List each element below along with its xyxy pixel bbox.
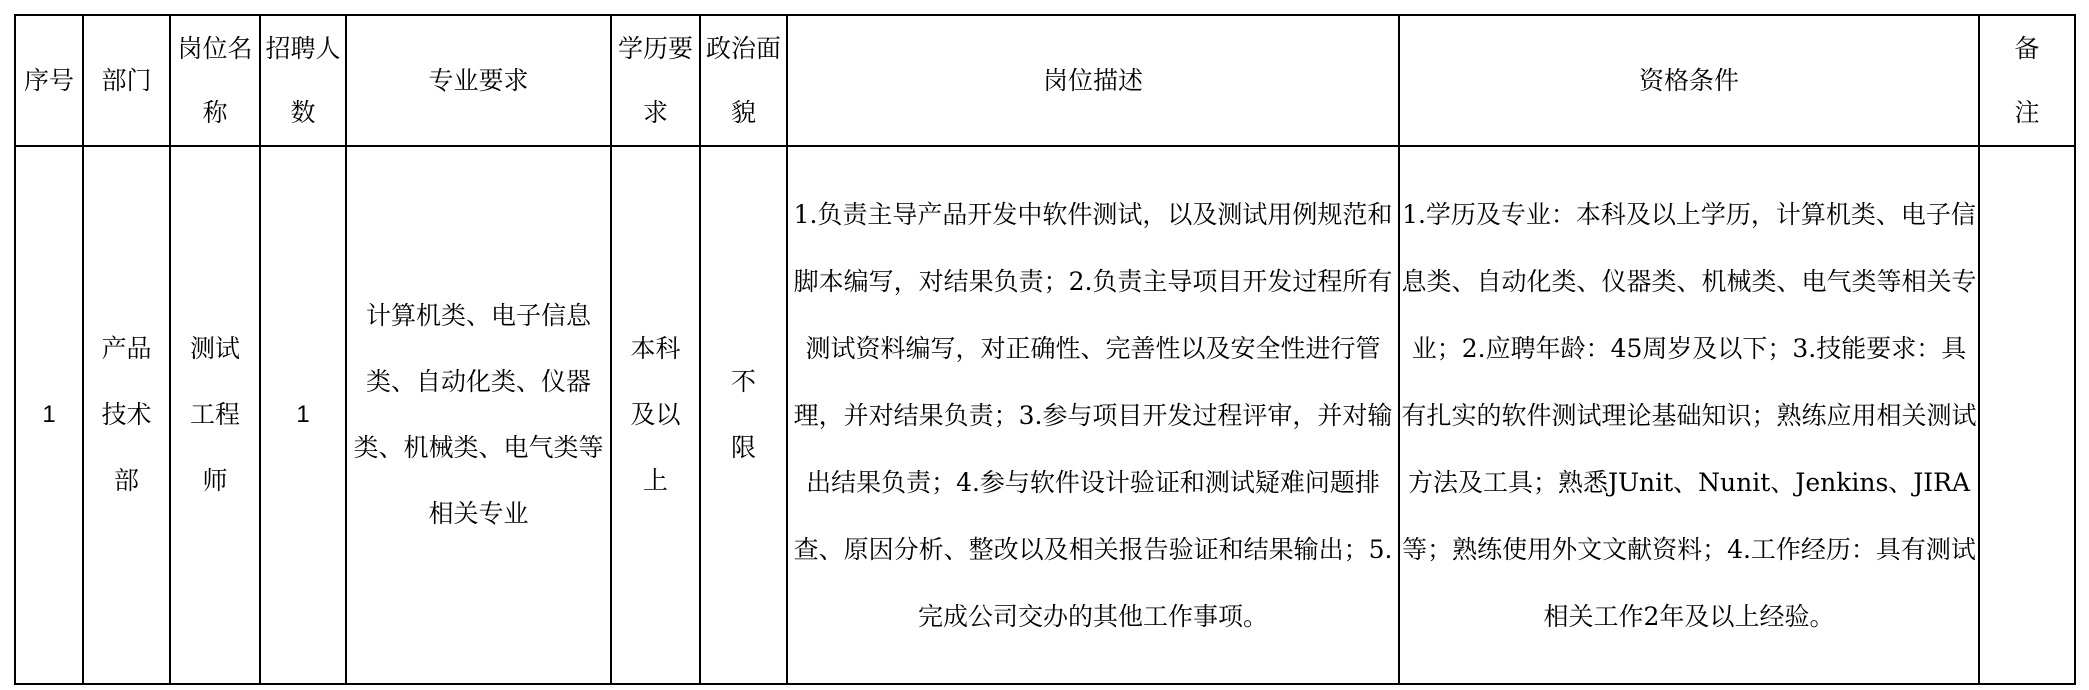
cell-remarks bbox=[1979, 146, 2075, 684]
header-count: 招聘人数 bbox=[260, 15, 346, 146]
qualification-text: 1.学历及专业：本科及以上学历，计算机类、电子信息类、自动化类、仪器类、机械类、电气类等相关专业；2.应聘年龄：45周岁及以下；3.技能要求：具有扎实的软件测试理论基础知识；熟练应用相关测试方法及工具；熟悉JUnit、Nunit、Jenkins、JIRA等；熟练使用外文文献资料；4.工作经历：具有测试相关工作2年及以上经验。 bbox=[1401, 199, 1977, 631]
description-text: 1.负责主导产品开发中软件测试，以及测试用例规范和脚本编写，对结果负责；2.负责主导项目开发过程所有测试资料编写，对正确性、完善性以及安全性进行管理，并对结果负责；3.参与项目开发过程评审，并对输出结果负责；4.参与软件设计验证和测试疑难问题排查、原因分析、整改以及相关报告验证和结果输出；5.完成公司交办的其他工作事项。 bbox=[793, 199, 1393, 631]
header-political: 政治面貌 bbox=[700, 15, 787, 146]
table-header-row bbox=[15, 15, 2075, 146]
table-row bbox=[15, 146, 2075, 684]
header-remarks: 备注 bbox=[1979, 15, 2075, 146]
cell-count: 1 bbox=[260, 146, 346, 684]
cell-qualification bbox=[1399, 146, 1979, 684]
cell-education: 本科及以上 bbox=[611, 146, 700, 684]
cell-description bbox=[787, 146, 1399, 684]
header-index: 序号 bbox=[15, 15, 83, 146]
recruitment-table bbox=[14, 14, 2076, 685]
header-education: 学历要求 bbox=[611, 15, 700, 146]
header-qualification: 资格条件 bbox=[1399, 15, 1979, 146]
cell-major: 计算机类、电子信息类、自动化类、仪器类、机械类、电气类等相关专业 bbox=[346, 146, 611, 684]
cell-dept: 产品技术部 bbox=[83, 146, 170, 684]
header-position: 岗位名称 bbox=[170, 15, 260, 146]
cell-position: 测试工程师 bbox=[170, 146, 260, 684]
header-description: 岗位描述 bbox=[787, 15, 1399, 146]
header-dept: 部门 bbox=[83, 15, 170, 146]
cell-index: 1 bbox=[15, 146, 83, 684]
header-major: 专业要求 bbox=[346, 15, 611, 146]
cell-political: 不限 bbox=[700, 146, 787, 684]
